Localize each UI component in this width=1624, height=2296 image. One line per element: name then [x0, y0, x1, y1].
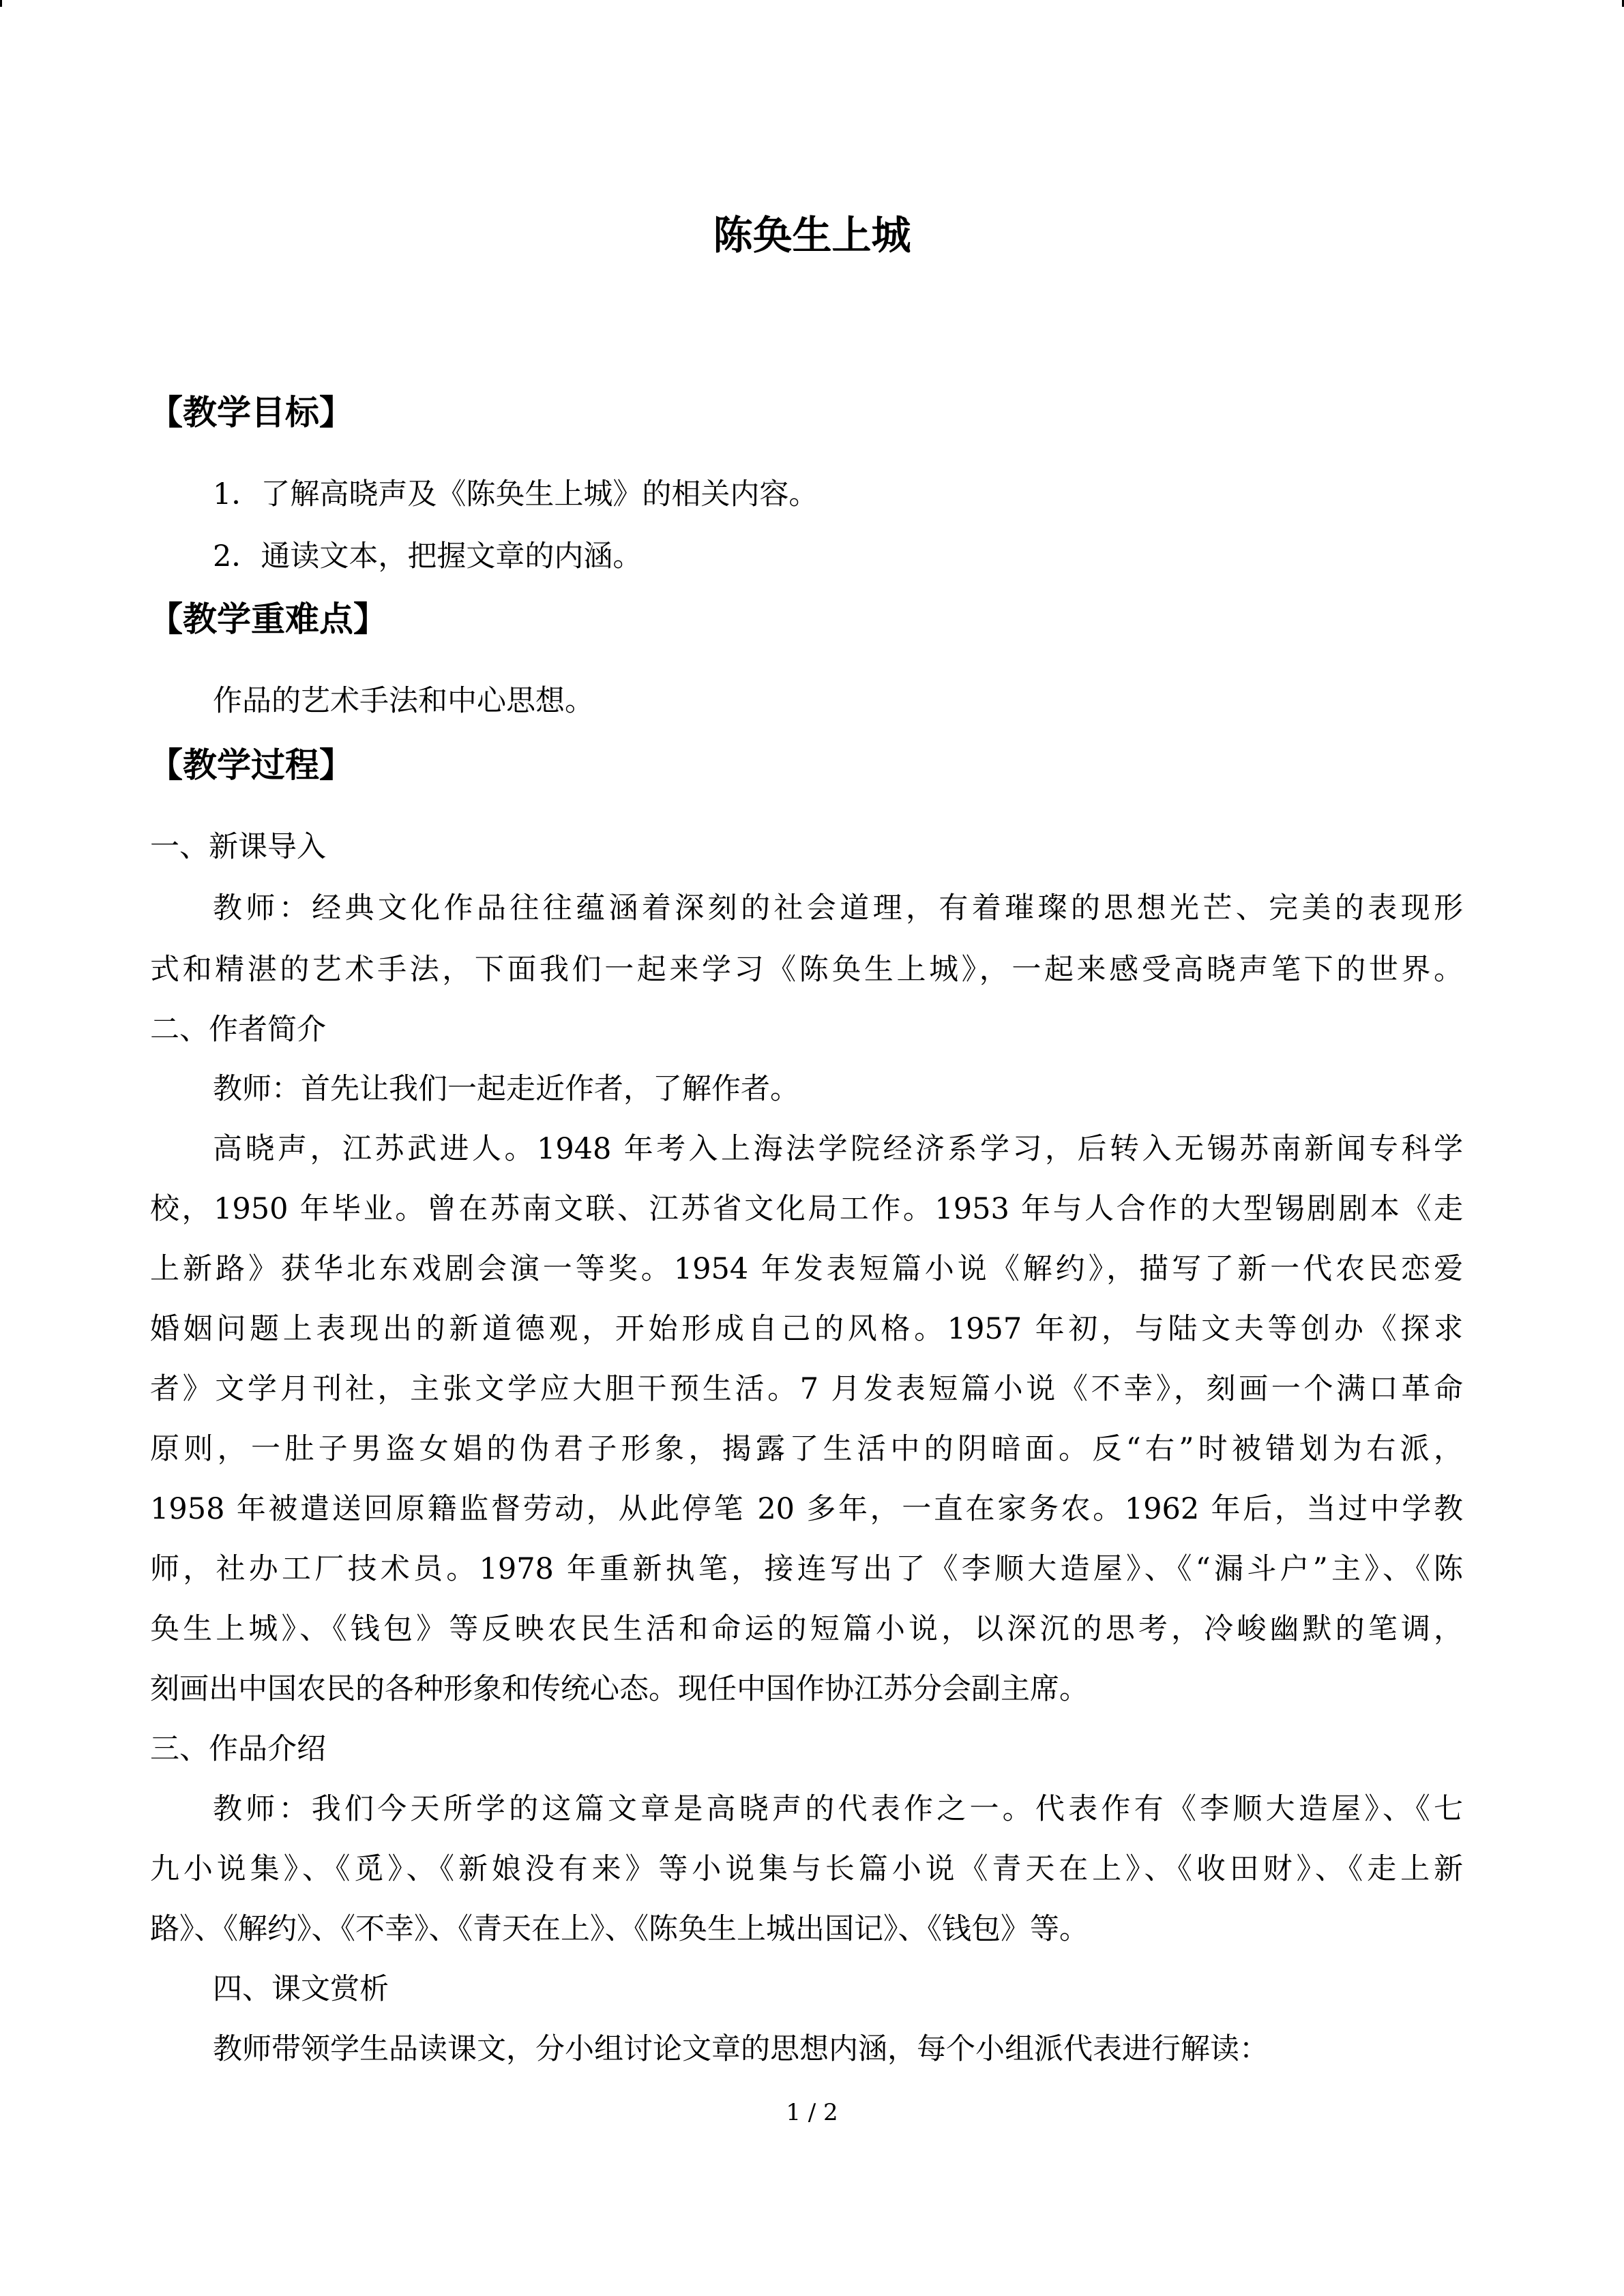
process-heading: 【教学过程】 — [149, 745, 353, 785]
part1-para-line-1: 教师：经典文化作品往往蕴涵着深刻的社会道理，有着璀璨的思想光芒、完美的表现形 — [213, 891, 1463, 925]
bio-line-2: 校，1950 年毕业。曾在苏南文联、江苏省文化局工作。1953 年与人合作的大型锡剧剧本《走 — [150, 1192, 1463, 1226]
page-title: 陈奂生上城 — [713, 212, 911, 258]
keypoints-text: 作品的艺术手法和中心思想。 — [213, 684, 594, 718]
part2-heading: 二、作者简介 — [150, 1013, 326, 1047]
part3-line-3: 路》、《解约》、《不幸》、《青天在上》、《陈奂生上城出国记》、《钱包》等。 — [150, 1912, 1089, 1946]
bio-line-5: 者》文学月刊社，主张文学应大胆干预生活。7 月发表短篇小说《不幸》，刻画一个满口革命 — [150, 1372, 1463, 1406]
bio-line-9: 奂生上城》、《钱包》等反映农民生活和命运的短篇小说，以深沉的思考，冷峻幽默的笔调， — [150, 1612, 1463, 1646]
part2-intro: 教师：首先让我们一起走近作者，了解作者。 — [213, 1072, 799, 1106]
crop-mark-left — [0, 0, 2, 7]
part1-para-line-2: 式和精湛的艺术手法，下面我们一起来学习《陈奂生上城》，一起来感受高晓声笔下的世界。 — [150, 953, 1463, 987]
keypoints-heading: 【教学重难点】 — [149, 599, 387, 639]
part3-line-1: 教师：我们今天所学的这篇文章是高晓声的代表作之一。代表作有《李顺大造屋》、《七 — [213, 1792, 1463, 1826]
bio-line-7: 1958 年被遣送回原籍监督劳动，从此停笔 20 多年，一直在家务农。1962 年后，当过中学教 — [150, 1492, 1463, 1526]
bio-line-8: 师，社办工厂技术员。1978 年重新执笔，接连写出了《李顺大造屋》、《“漏斗户”主》、《陈 — [150, 1552, 1463, 1586]
part1-heading: 一、新课导入 — [150, 830, 326, 864]
bio-line-4: 婚姻问题上表现出的新道德观，开始形成自己的风格。1957 年初，与陆文夫等创办《探求 — [150, 1312, 1463, 1346]
part4-para: 教师带领学生品读课文，分小组讨论文章的思想内涵，每个小组派代表进行解读： — [213, 2032, 1269, 2066]
part4-heading: 四、课文赏析 — [213, 1972, 389, 2006]
objective-1: 1．了解高晓声及《陈奂生上城》的相关内容。 — [213, 477, 818, 511]
bio-line-6: 原则，一肚子男盗女娼的伪君子形象，揭露了生活中的阴暗面。反“右”时被错划为右派， — [150, 1432, 1463, 1466]
objective-2: 2．通读文本，把握文章的内涵。 — [213, 539, 643, 573]
bio-line-10: 刻画出中国农民的各种形象和传统心态。现任中国作协江苏分会副主席。 — [150, 1672, 1089, 1706]
objectives-heading: 【教学目标】 — [149, 393, 353, 432]
part3-heading: 三、作品介绍 — [150, 1732, 326, 1766]
bio-line-3: 上新路》获华北东戏剧会演一等奖。1954 年发表短篇小说《解约》，描写了新一代农民恋爱 — [150, 1252, 1463, 1286]
bio-line-1: 高晓声，江苏武进人。1948 年考入上海法学院经济系学习，后转入无锡苏南新闻专科学 — [213, 1132, 1463, 1166]
page-number: 1 / 2 — [786, 2099, 838, 2126]
part3-line-2: 九小说集》、《觅》、《新娘没有来》等小说集与长篇小说《青天在上》、《收田财》、《走上新 — [150, 1852, 1463, 1886]
